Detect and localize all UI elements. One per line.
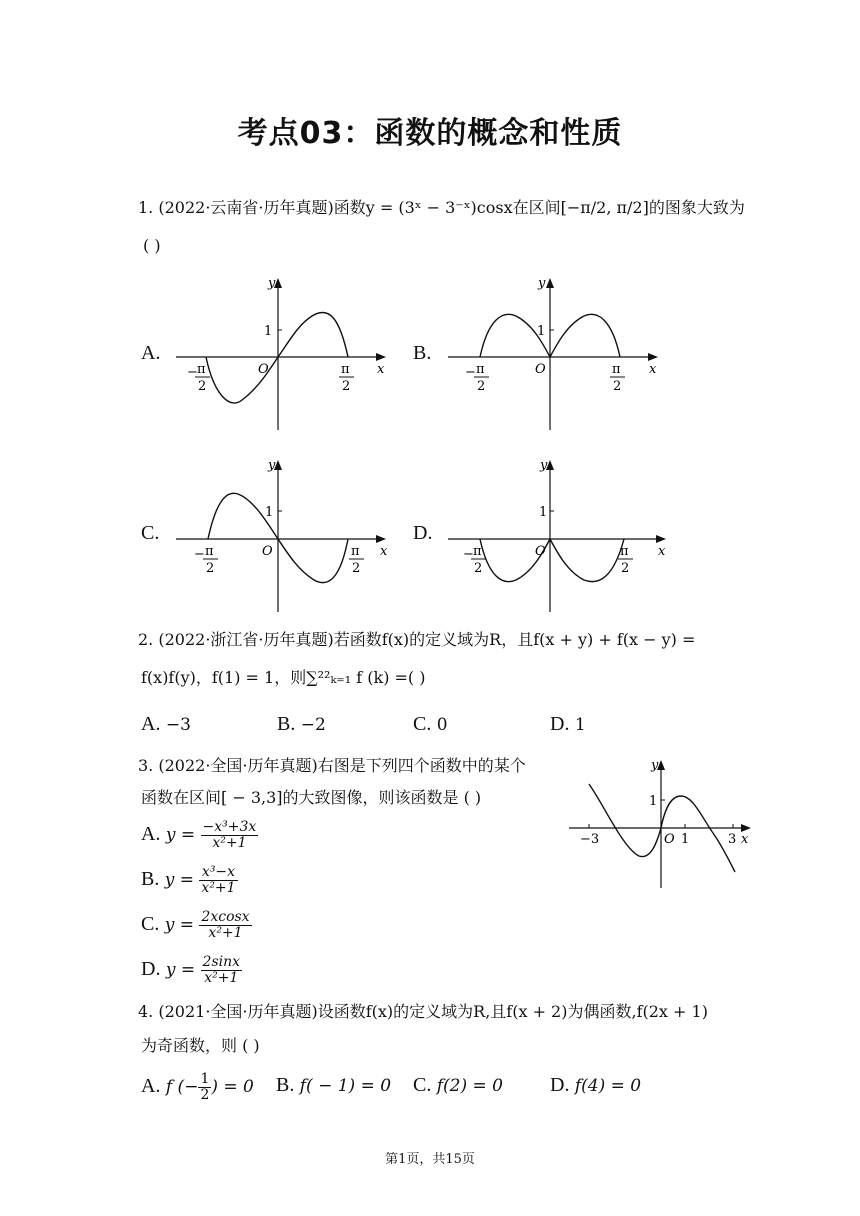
q1-graph-d bbox=[442, 452, 672, 617]
svg-text:π: π bbox=[341, 362, 350, 377]
svg-text:O: O bbox=[535, 544, 546, 559]
svg-text:y: y bbox=[540, 458, 548, 473]
q1-option-b-label: B. bbox=[413, 342, 432, 364]
q2-option-c: C. 0 bbox=[413, 713, 448, 735]
q2-option-d: D. 1 bbox=[550, 713, 586, 735]
svg-text:y: y bbox=[651, 758, 659, 773]
page-title: 考点03：函数的概念和性质 bbox=[237, 116, 623, 151]
question-4-line-1: 4. (2021·全国·历年真题)设函数f(x)的定义域为R,且f(x + 2)为偶函数,f(2x + 1) bbox=[138, 1002, 708, 1021]
q1-option-c-label: C. bbox=[141, 522, 160, 544]
svg-text:π: π bbox=[620, 544, 629, 559]
q1-option-d-label: D. bbox=[413, 522, 433, 544]
svg-text:O: O bbox=[258, 362, 269, 377]
svg-text:2: 2 bbox=[198, 379, 207, 394]
svg-text:−: − bbox=[465, 365, 476, 380]
svg-text:2: 2 bbox=[206, 561, 215, 576]
svg-text:2: 2 bbox=[477, 379, 486, 394]
q2-option-a: A. −3 bbox=[141, 713, 191, 735]
q4-option-c: C. f(2) = 0 bbox=[413, 1074, 503, 1096]
svg-text:π: π bbox=[197, 362, 206, 377]
svg-text:−: − bbox=[194, 547, 205, 562]
q4-option-a: A. f (− $\frac{1}{2}$ ) = 0 bbox=[141, 1071, 254, 1103]
q1-graph-c bbox=[170, 452, 400, 617]
svg-text:x: x bbox=[377, 362, 385, 377]
question-2-line-2: f(x)f(y)，f(1) = 1，则∑²²ₖ₌₁ f (k) =( ) bbox=[141, 668, 426, 687]
question-3-line-1: 3. (2022·全国·历年真题)右图是下列四个函数中的某个 bbox=[138, 756, 526, 775]
svg-text:−3: −3 bbox=[580, 832, 600, 847]
svg-text:y: y bbox=[268, 458, 276, 473]
svg-text:π: π bbox=[473, 544, 482, 559]
question-2-line-1: 2. (2022·浙江省·历年真题)若函数f(x)的定义域为R，且f(x + y) + f(x − y) = bbox=[138, 630, 696, 649]
svg-text:1: 1 bbox=[681, 832, 690, 847]
q1-graph-a bbox=[170, 270, 400, 435]
svg-text:1: 1 bbox=[265, 505, 274, 520]
svg-text:2: 2 bbox=[474, 561, 483, 576]
svg-text:x: x bbox=[380, 544, 388, 559]
page-footer: 第1页，共15页 bbox=[385, 1152, 475, 1167]
svg-text:2: 2 bbox=[621, 561, 630, 576]
svg-text:O: O bbox=[664, 832, 675, 847]
svg-text:1: 1 bbox=[539, 505, 548, 520]
q4-option-b: B. f( − 1) = 0 bbox=[276, 1074, 392, 1096]
q3-option-b: B. y = $\frac{\text{x³−x}}{\text{x²+1}}$ bbox=[141, 864, 236, 896]
svg-text:y: y bbox=[538, 276, 546, 291]
svg-text:2: 2 bbox=[613, 379, 622, 394]
svg-text:π: π bbox=[351, 544, 360, 559]
svg-text:x: x bbox=[741, 832, 749, 847]
svg-text:x: x bbox=[649, 362, 657, 377]
svg-text:−: − bbox=[187, 365, 198, 380]
q3-graph bbox=[565, 752, 760, 894]
question-4-line-2: 为奇函数，则 ( ) bbox=[141, 1036, 260, 1055]
svg-text:x: x bbox=[658, 544, 666, 559]
svg-text:2: 2 bbox=[352, 561, 361, 576]
svg-text:−: − bbox=[463, 547, 474, 562]
q2-option-b: B. −2 bbox=[277, 713, 326, 735]
svg-text:π: π bbox=[612, 362, 621, 377]
svg-text:1: 1 bbox=[649, 794, 658, 809]
question-1-text: 1. (2022·云南省·历年真题)函数y = (3ˣ − 3⁻ˣ)cosx在区间[−π/2, π/2]的图象大致为 bbox=[138, 198, 745, 217]
q3-option-c: C. y = $\frac{2xcosx}{\text{x²+1}}$ bbox=[141, 909, 250, 941]
q1-graph-b bbox=[442, 270, 672, 435]
svg-text:1: 1 bbox=[537, 324, 546, 339]
svg-text:2: 2 bbox=[342, 379, 351, 394]
q4-option-d: D. f(4) = 0 bbox=[550, 1074, 642, 1096]
axis-one: 1 bbox=[264, 324, 273, 339]
svg-text:3: 3 bbox=[728, 832, 737, 847]
svg-text:O: O bbox=[262, 544, 273, 559]
svg-text:y: y bbox=[268, 276, 276, 291]
q1-option-a-label: A. bbox=[141, 342, 161, 364]
svg-text:π: π bbox=[476, 362, 485, 377]
question-1-paren: ( ) bbox=[143, 236, 161, 255]
q3-option-d: D. y = $\frac{2\sin x}{\text{x²+1}}$ bbox=[141, 954, 241, 986]
q3-option-a: A. y = $\frac{\text{−x³+3x}}{\text{x²+1}}$ bbox=[141, 819, 257, 851]
question-3-line-2: 函数在区间[ − 3,3]的大致图像，则该函数是 ( ) bbox=[141, 788, 482, 807]
svg-text:π: π bbox=[205, 544, 214, 559]
svg-text:O: O bbox=[535, 362, 546, 377]
